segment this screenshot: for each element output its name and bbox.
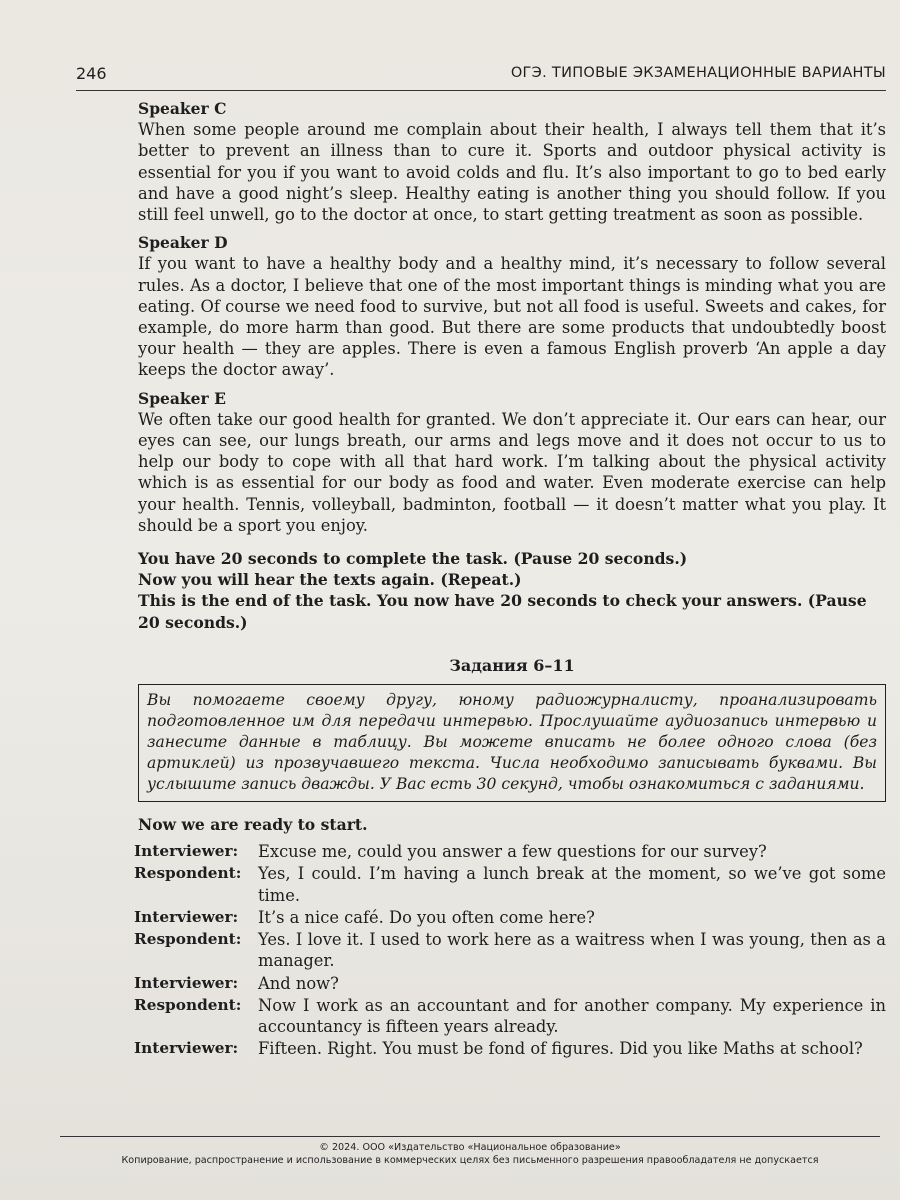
- dialogue-role: Interviewer:: [134, 1039, 239, 1058]
- dialogue-text: Excuse me, could you answer a few questions for our survey?: [258, 842, 767, 862]
- task-instruction-box: Вы помогаете своему другу, юному радиожурналисту, проанализировать подготовленное им для передачи интервью. Прослушайте аудиозапись интервью и занесите данные в таблицу. Вы можете вписать не более одного слова (без артиклей) из прозвучавшего текста. Числа необходимо записывать буквами. Вы услышите запись дважды. У Вас есть 30 секунд, чтобы ознакомиться с заданиями.: [138, 684, 886, 802]
- running-head: ОГЭ. ТИПОВЫЕ ЭКЗАМЕНАЦИОННЫЕ ВАРИАНТЫ: [510, 65, 886, 81]
- page-header: [76, 62, 886, 91]
- interview-dialogue: [134, 841, 886, 1059]
- dialogue-line: [134, 929, 886, 971]
- speaker-name: Speaker D: [138, 233, 228, 253]
- dialogue-role: Interviewer:: [134, 907, 239, 926]
- dialogue-line: [134, 841, 886, 862]
- page-footer: [60, 1136, 880, 1167]
- speaker-block: [138, 232, 886, 380]
- dialogue-line: [134, 995, 886, 1037]
- dialogue-line: [134, 907, 886, 928]
- dialogue-text: Yes. I love it. I used to work here as a waitress when I was young, then as a manager.: [258, 930, 886, 971]
- dialogue-role: Interviewer:: [134, 842, 239, 861]
- dialogue-role: Respondent:: [134, 930, 242, 949]
- dialogue-text: It’s a nice café. Do you often come here?: [258, 907, 595, 927]
- speaker-text: We often take our good health for granted. We don’t appreciate it. Our ears can hear, our eyes can see, our lungs breath, our arms and legs move and it does not occur to us to help our body to cope with all that hard work. I’m talking about the physical activity which is as essential for our body as food and water. Even moderate exercise can help your health. Tennis, volleyball, badminton, football — it doesn’t matter what you play. It should be a sport you enjoy.: [138, 409, 886, 535]
- copyright-line: © 2024. ООО «Издательство «Национальное образование»: [319, 1142, 621, 1153]
- page-content: [134, 98, 886, 1060]
- dialogue-line: [134, 973, 886, 994]
- instruction-line: This is the end of the task. You now have 20 seconds to check your answers. (Pause 20 seconds.): [138, 591, 867, 632]
- speaker-name: Speaker E: [138, 388, 226, 408]
- speaker-text: When some people around me complain about their health, I always tell them that it’s better to prevent an illness than to cure it. Sports and outdoor physical activity is essential for you if you want to avoid colds and flu. It’s also important to go to bed early and have a good night’s sleep. Healthy eating is another thing you should follow. If you still feel unwell, go to the doctor at once, to start getting treatment as soon as possible.: [138, 120, 886, 225]
- dialogue-text: Fifteen. Right. You must be fond of figures. Did you like Maths at school?: [258, 1039, 863, 1059]
- tasks-title: Задания 6–11: [449, 655, 575, 675]
- speaker-name: Speaker C: [138, 99, 227, 118]
- dialogue-line: [134, 1038, 886, 1059]
- instruction-line: You have 20 seconds to complete the task. (Pause 20 seconds.): [138, 549, 688, 569]
- instruction-line: Now you will hear the texts again. (Repeat.): [138, 570, 522, 590]
- speaker-block: [138, 98, 886, 225]
- speaker-text: If you want to have a healthy body and a healthy mind, it’s necessary to follow several rules. As a doctor, I believe that one of the most important things is minding what you are eating. Of course we need food to survive, but not all food is useful. Sweets and cakes, for example, do more harm than good. But there are some products that undoubtedly boost your health — they are apples. There is even a famous English proverb ‘An apple a day keeps the doctor away’.: [138, 254, 886, 380]
- copyright-notice: Копирование, распространение и использование в коммерческих целях без письменного разрешения правообладателя не допускается: [121, 1155, 819, 1166]
- ready-text: Now we are ready to start.: [138, 815, 368, 835]
- dialogue-line: [134, 863, 886, 905]
- dialogue-text: And now?: [258, 973, 339, 993]
- dialogue-role: Respondent:: [134, 995, 242, 1014]
- audio-instructions: [138, 548, 886, 633]
- speaker-block: [138, 388, 886, 536]
- dialogue-text: Yes, I could. I’m having a lunch break at the moment, so we’ve got some time.: [258, 864, 886, 905]
- dialogue-role: Interviewer:: [134, 973, 239, 992]
- dialogue-text: Now I work as an accountant and for another company. My experience in accountancy is fifteen years already.: [258, 995, 886, 1036]
- page-number: 246: [76, 64, 107, 83]
- dialogue-role: Respondent:: [134, 864, 242, 883]
